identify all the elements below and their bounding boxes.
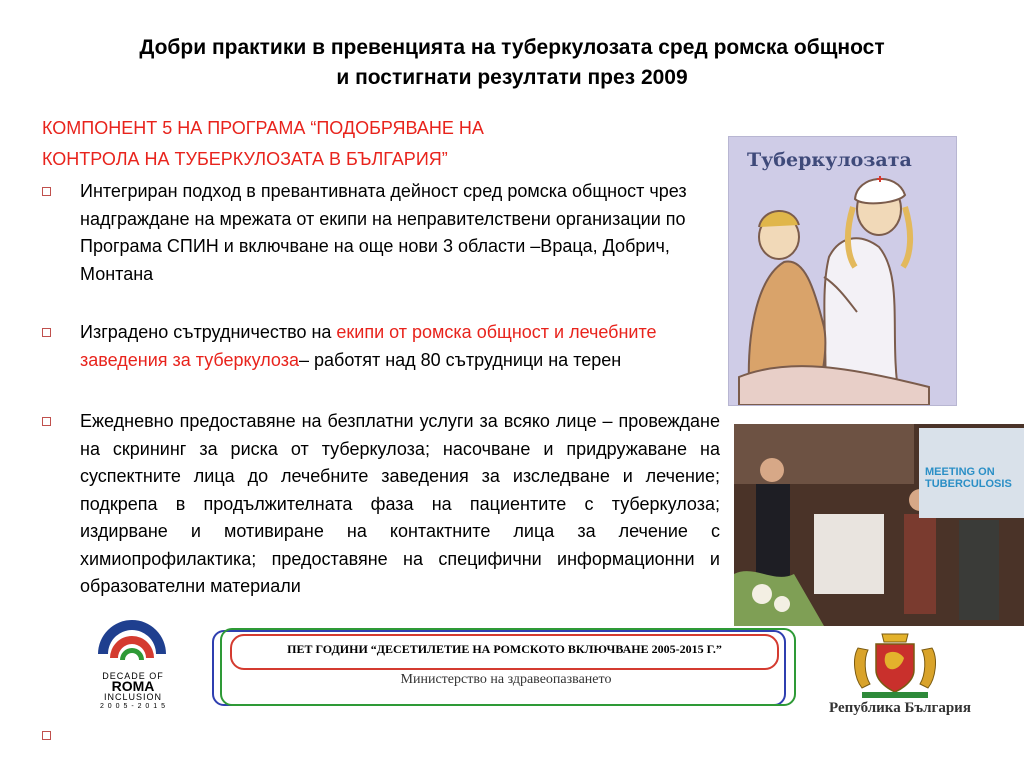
bullet-marker-icon [42,328,51,337]
meeting-text-2: TUBERCULOSIS [925,478,1012,490]
meeting-screen-text [925,466,1012,490]
meeting-screen [919,428,1024,518]
decade-line-3: INCLUSION [103,692,162,702]
title-line-2: и постигнати резултати през 2009 [336,66,688,89]
decade-line-1: DECADE OF [102,671,164,681]
component-line-2: КОНТРОЛА НА ТУБЕРКУЛОЗАТА В БЪЛГАРИЯ” [42,149,448,169]
decade-line-4: 2 0 0 5 - 2 0 1 5 [99,703,167,710]
bullet-2-highlight: екипи от ромска общност и лечебните заведения за туберкулоза [80,322,657,370]
bullet-marker-icon [42,731,51,740]
republic-label: Република България [829,700,971,716]
component-heading [42,113,682,175]
title-line-1: Добри практики в превенцията на туберкулозата сред ромска общност [139,36,885,59]
page-title [20,33,1004,93]
decade-line-2: ROMA [111,678,155,694]
component-line-1: КОМПОНЕНТ 5 НА ПРОГРАМА “ПОДОБРЯВАНЕ НА [42,118,484,138]
decade-logo-text [88,672,178,711]
banner-heading: ПЕТ ГОДИНИ “ДЕСЕТИЛЕТИЕ НА РОМСКОТО ВКЛЮЧВАНЕ 2005-2015 Г.” [287,642,722,656]
illustration-title: Туберкулозата [747,149,912,171]
meeting-text-1: MEETING ON [925,466,995,478]
coat-of-arms-icon [848,628,942,700]
bullet-2-pre: Изградено сътрудничество на [80,322,337,342]
bullet-marker-icon [42,187,51,196]
anniversary-banner [212,628,795,704]
banner-ministry: Министерство на здравеопазването [400,672,612,687]
meeting-photo [734,424,1024,626]
bullet-text-1: Интегриран подход в превантивната дейност сред ромска общност чрез надграждане на мрежата от екипи на неправителствени организации по Програма СПИН и включване на още нови 3 области –Враца, Добрич, Монтана [80,181,687,284]
bullet-2-post: – работят над 80 сътрудници на терен [299,349,622,370]
bullet-marker-icon [42,417,51,426]
bullet-text-2 [80,319,710,374]
nurse-patient-drawing [729,137,956,405]
bullet-text-3: Ежедневно предоставяне на безплатни услуги за всяко лице – провеждане на скрининг за риска от туберкулоза; насочване и придружаване на суспектните лица до лечебните заведения за изследване и лечение; подкрепа в продължителната фаза на пациентите с туберкулоза; издирване и мотивиране на контактните лица за лечение с химиопрофилактика; предоставяне на специфични информационни и образователни материали [80,411,720,596]
tuberculosis-illustration [728,136,957,406]
